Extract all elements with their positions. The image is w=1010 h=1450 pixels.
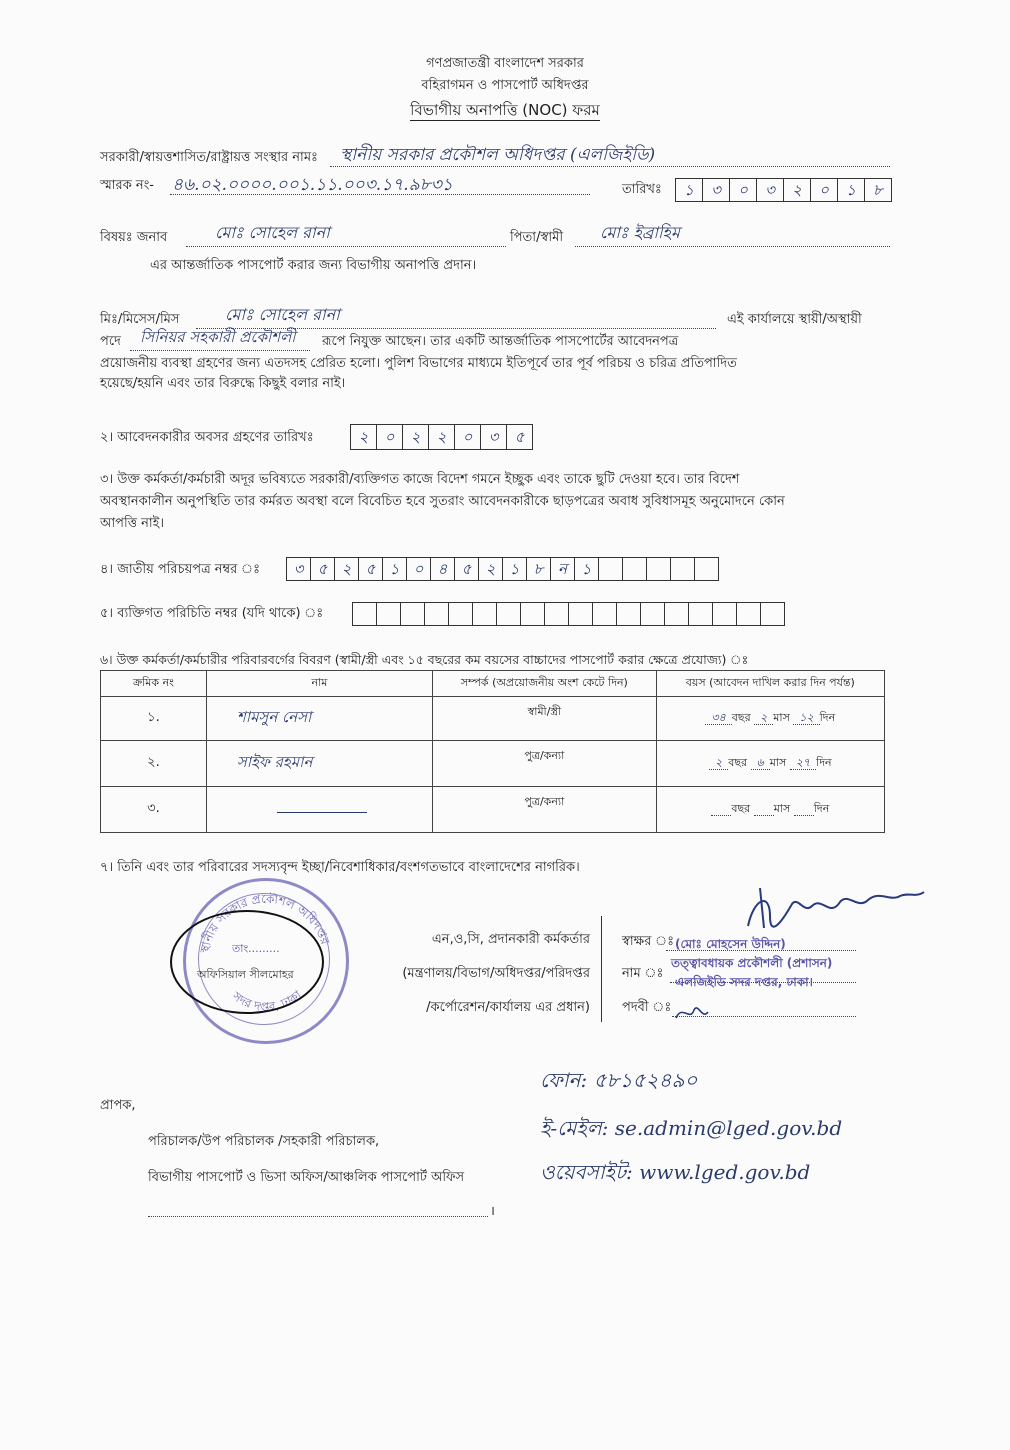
memo-label: স্মারক নং- xyxy=(100,178,154,193)
issuer-line2: (মন্ত্রণালয়/বিভাগ/অধিদপ্তর/পরিদপ্তর xyxy=(402,966,590,981)
issuer-line1: এন,ও,সি, প্রদানকারী কর্মকর্তার xyxy=(431,932,590,947)
digit-box: ০ xyxy=(729,178,756,202)
item2-label: ২। আবেদনকারীর অবসর গ্রহণের তারিখঃ xyxy=(100,430,314,445)
month-label: মাস xyxy=(773,711,790,724)
row-serial: ১. xyxy=(101,697,207,741)
age-year: ৩৪ xyxy=(705,711,731,725)
seal-top-text: স্থানীয় সরকার প্রকৌশল অধিদপ্তর xyxy=(197,891,333,955)
digit-box: ২ xyxy=(478,557,502,581)
digit-box: ২ xyxy=(428,424,454,450)
digit-box xyxy=(616,602,640,626)
digit-box: ৫ xyxy=(358,557,382,581)
item7-label: ৭। তিনি এবং তার পরিবারের সদস্যবৃন্দ ইচ্ছা/নিবেশাধিকার/বংশগতভাবে বাংলাদেশের নাগরিক। xyxy=(100,860,580,875)
stamp-name: (মোঃ মোহসেন উদ্দিন) xyxy=(675,937,786,951)
digit-box: ৫ xyxy=(310,557,334,581)
header-line2: বহিরাগমন ও পাসপোর্ট অধিদপ্তর xyxy=(421,78,589,93)
item6-label: ৬। উক্ত কর্মকর্তা/কর্মচারীর পরিবারবর্গের বিবরণ (স্বামী/স্ত্রী এবং ১৫ বছরের কম বয়সের বাচ্চাদের পাসপোর্ট করার ক্ষেত্রে প্রযোজ্য) ঃ xyxy=(100,652,749,667)
seal-date: তাং......... xyxy=(232,942,280,955)
digit-box: ২ xyxy=(334,557,358,581)
row-relation: স্বামী/স্ত্রী xyxy=(433,697,657,741)
recipient-label: প্রাপক, xyxy=(100,1098,136,1113)
digit-box: ২ xyxy=(350,424,376,450)
age-day xyxy=(794,802,814,816)
header-line1: গণপ্রজাতন্ত্রী বাংলাদেশ সরকার xyxy=(426,56,584,71)
contact-phone: ফোন: ৫৮১৫২৪৯০ xyxy=(540,1068,698,1092)
digit-box: ০ xyxy=(454,424,480,450)
digit-box xyxy=(400,602,424,626)
divider xyxy=(601,916,602,1022)
table-row xyxy=(101,741,885,787)
seal-bottom-text: সদর দপ্তর, ঢাকা xyxy=(229,987,305,1014)
para1-line3: প্রয়োজনীয় ব্যবস্থা গ্রহণের জন্য এতদসহ প্রেরিত হলো। পুলিশ বিভাগের মাধ্যমে ইতিপূর্বে তার পূর্ব পরিচয় ও চরিত্র প্রতিপাদিত xyxy=(100,356,737,371)
age-year: ২ xyxy=(709,756,728,770)
digit-box: ৫ xyxy=(454,557,478,581)
digit-box: ৮ xyxy=(864,178,892,202)
item2-date-boxes xyxy=(350,424,533,450)
digit-box xyxy=(568,602,592,626)
row-age xyxy=(656,697,884,741)
signature-label: স্বাক্ষর ঃ xyxy=(622,934,675,949)
digit-box xyxy=(694,557,719,581)
org-label: সরকারী/স্বায়ত্তশাসিত/রাষ্ট্রায়ত্ত সংস্থার নামঃ xyxy=(100,150,318,165)
digit-box xyxy=(592,602,616,626)
digit-box: ৮ xyxy=(526,557,550,581)
org-value: স্থানীয় সরকার প্রকৌশল অধিদপ্তর (এলজিইডি) xyxy=(340,145,656,165)
memo-date-label: তারিখঃ xyxy=(622,182,662,197)
issuer-line3: /কর্পোরেশন/কার্যালয় এর প্রধান) xyxy=(426,1000,590,1015)
table-row xyxy=(101,697,885,741)
row-serial: ২. xyxy=(101,741,207,787)
table-row xyxy=(101,787,885,833)
memo-value: ৪৬.০২.০০০০.০০১.১১.০০৩.১৭.৯৮৩১ xyxy=(172,175,453,195)
digit-box: ৫ xyxy=(506,424,533,450)
age-month: ২ xyxy=(754,711,773,725)
digit-box xyxy=(760,602,785,626)
digit-box xyxy=(664,602,688,626)
recipient-line2: বিভাগীয় পাসপোর্ট ও ভিসা অফিস/আঞ্চলিক পাসপোর্ট অফিস xyxy=(148,1170,465,1185)
digit-box: ১ xyxy=(837,178,864,202)
digit-box: ০ xyxy=(406,557,430,581)
digit-box: ২ xyxy=(402,424,428,450)
day-label: দিন xyxy=(816,756,832,769)
father-label: পিতা/স্বামী xyxy=(510,230,564,245)
digit-box: ০ xyxy=(810,178,837,202)
digit-box xyxy=(640,602,664,626)
item4-label: ৪। জাতীয় পরিচয়পত্র নম্বর ঃ xyxy=(100,562,261,577)
para1-post-tail: রূপে নিযুক্ত আছেন। তার একটি আন্তর্জাতিক পাসপোর্টের আবেদনপত্র xyxy=(322,334,679,349)
para1-salutation: মিঃ/মিসেস/মিস xyxy=(100,312,180,327)
subject-name: মোঃ সোহেল রানা xyxy=(215,223,330,242)
digit-box xyxy=(448,602,472,626)
digit-box xyxy=(670,557,694,581)
father-name: মোঃ ইব্রাহিম xyxy=(600,223,680,242)
contact-email: ই-মেইল: se.admin@lged.gov.bd xyxy=(540,1116,843,1140)
row-age xyxy=(656,741,884,787)
digit-box xyxy=(520,602,544,626)
digit-box xyxy=(472,602,496,626)
digit-box: ৩ xyxy=(286,557,310,581)
age-year xyxy=(711,802,731,816)
digit-box: ১ xyxy=(502,557,526,581)
digit-box: ১ xyxy=(382,557,406,581)
personal-id-boxes xyxy=(352,602,785,626)
year-label: বছর xyxy=(731,802,751,815)
nid-boxes xyxy=(286,557,719,581)
col-header-age: বয়স (আবেদন দাখিল করার দিন পর্যন্ত) xyxy=(656,671,884,697)
digit-box xyxy=(646,557,670,581)
digit-box: ২ xyxy=(783,178,810,202)
contact-web: ওয়েবসাইট: www.lged.gov.bd xyxy=(540,1160,811,1184)
stamp-office: এলজিইডি সদর দপ্তর, ঢাকা। xyxy=(675,975,813,989)
digit-box xyxy=(424,602,448,626)
age-month: ৬ xyxy=(751,756,770,770)
form-title-text: বিভাগীয় অনাপত্তি (NOC) ফরম xyxy=(410,101,600,119)
item3-line1: ৩। উক্ত কর্মকর্তা/কর্মচারী অদূর ভবিষ্যতে সরকারী/ব্যক্তিগত কাজে বিদেশ গমনে ইচ্ছুক এবং তাকে ছুটি দেওয়া হবে। তার বিদেশ xyxy=(100,472,740,487)
digit-box: ০ xyxy=(376,424,402,450)
form-title xyxy=(0,102,1010,118)
month-label: মাস xyxy=(769,756,787,769)
memo-date-boxes xyxy=(675,178,892,202)
year-label: বছর xyxy=(731,711,751,724)
age-day: ২৭ xyxy=(790,756,816,770)
item5-label: ৫। ব্যক্তিগত পরিচিতি নম্বর (যদি থাকে) ঃ xyxy=(100,606,324,621)
row-name xyxy=(206,787,432,833)
year-label: বছর xyxy=(728,756,748,769)
age-month xyxy=(754,802,774,816)
row-name: সাইফ রহমান xyxy=(206,741,432,787)
initial-scribble xyxy=(672,1000,712,1026)
digit-box: ১ xyxy=(574,557,598,581)
post-label: পদবী ঃ xyxy=(622,1000,672,1015)
digit-box xyxy=(376,602,400,626)
digit-box: ৩ xyxy=(756,178,783,202)
recipient-line3-end: । xyxy=(490,1204,495,1219)
para1-post-label: পদে xyxy=(100,334,121,349)
row-age xyxy=(656,787,884,833)
col-header-relation: সম্পর্ক (অপ্রয়োজনীয় অংশ কেটে দিন) xyxy=(433,671,657,697)
digit-box: ৩ xyxy=(480,424,506,450)
row-name: শামসুন নেসা xyxy=(206,697,432,741)
day-label: দিন xyxy=(813,802,830,815)
para1-line4: হয়েছে/হয়নি এবং তার বিরুদ্ধে কিছুই বলার নাই। xyxy=(100,376,346,391)
digit-box xyxy=(496,602,520,626)
hand-drawn-circle xyxy=(170,910,324,1014)
month-label: মাস xyxy=(773,802,791,815)
digit-box xyxy=(622,557,646,581)
strike-line xyxy=(277,812,367,813)
row-relation: পুত্র/কন্যা xyxy=(433,787,657,833)
row-serial: ৩. xyxy=(101,787,207,833)
para1-office-text: এই কার্যালয়ে স্থায়ী/অস্থায়ী xyxy=(727,312,862,327)
day-label: দিন xyxy=(819,711,836,724)
digit-box xyxy=(712,602,736,626)
digit-box: ১ xyxy=(675,178,702,202)
para1-name: মোঃ সোহেল রানা xyxy=(225,305,340,324)
seal-label: অফিসিয়াল সীলমোহর xyxy=(197,968,294,981)
col-header-name: নাম xyxy=(206,671,432,697)
digit-box: ৩ xyxy=(702,178,729,202)
row-relation: পুত্র/কন্যা xyxy=(433,741,657,787)
digit-box xyxy=(736,602,760,626)
digit-box xyxy=(688,602,712,626)
age-day: ১২ xyxy=(793,711,819,725)
digit-box: ন xyxy=(550,557,574,581)
subject-line2: এর আন্তর্জাতিক পাসপোর্ট করার জন্য বিভাগীয় অনাপত্তি প্রদান। xyxy=(150,258,477,273)
item3-line3: আপত্তি নাই। xyxy=(100,516,165,531)
digit-box xyxy=(544,602,568,626)
recipient-line1: পরিচালক/উপ পরিচালক /সহকারী পরিচালক, xyxy=(148,1134,380,1149)
family-table xyxy=(100,670,885,833)
item3-line2: অবস্থানকালীন অনুপস্থিতি তার কর্মরত অবস্থা বলে বিবেচিত হবে সুতরাং আবেদনকারীকে ছাড়পত্রের অবাধ সুবিধাসমূহ অনুমোদনে কোন xyxy=(100,494,785,509)
signature-scribble xyxy=(740,878,930,938)
digit-box xyxy=(352,602,376,626)
stamp-post: তত্ত্বাবধায়ক প্রকৌশলী (প্রশাসন) xyxy=(671,956,833,970)
recipient-dotline xyxy=(148,1216,488,1217)
digit-box: ৪ xyxy=(430,557,454,581)
col-header-serial: ক্রমিক নং xyxy=(101,671,207,697)
subject-label: বিষয়ঃ জনাব xyxy=(100,230,168,245)
para1-post: সিনিয়র সহকারী প্রকৌশলী xyxy=(140,328,296,346)
digit-box xyxy=(598,557,622,581)
name-label: নাম ঃ xyxy=(622,966,664,981)
